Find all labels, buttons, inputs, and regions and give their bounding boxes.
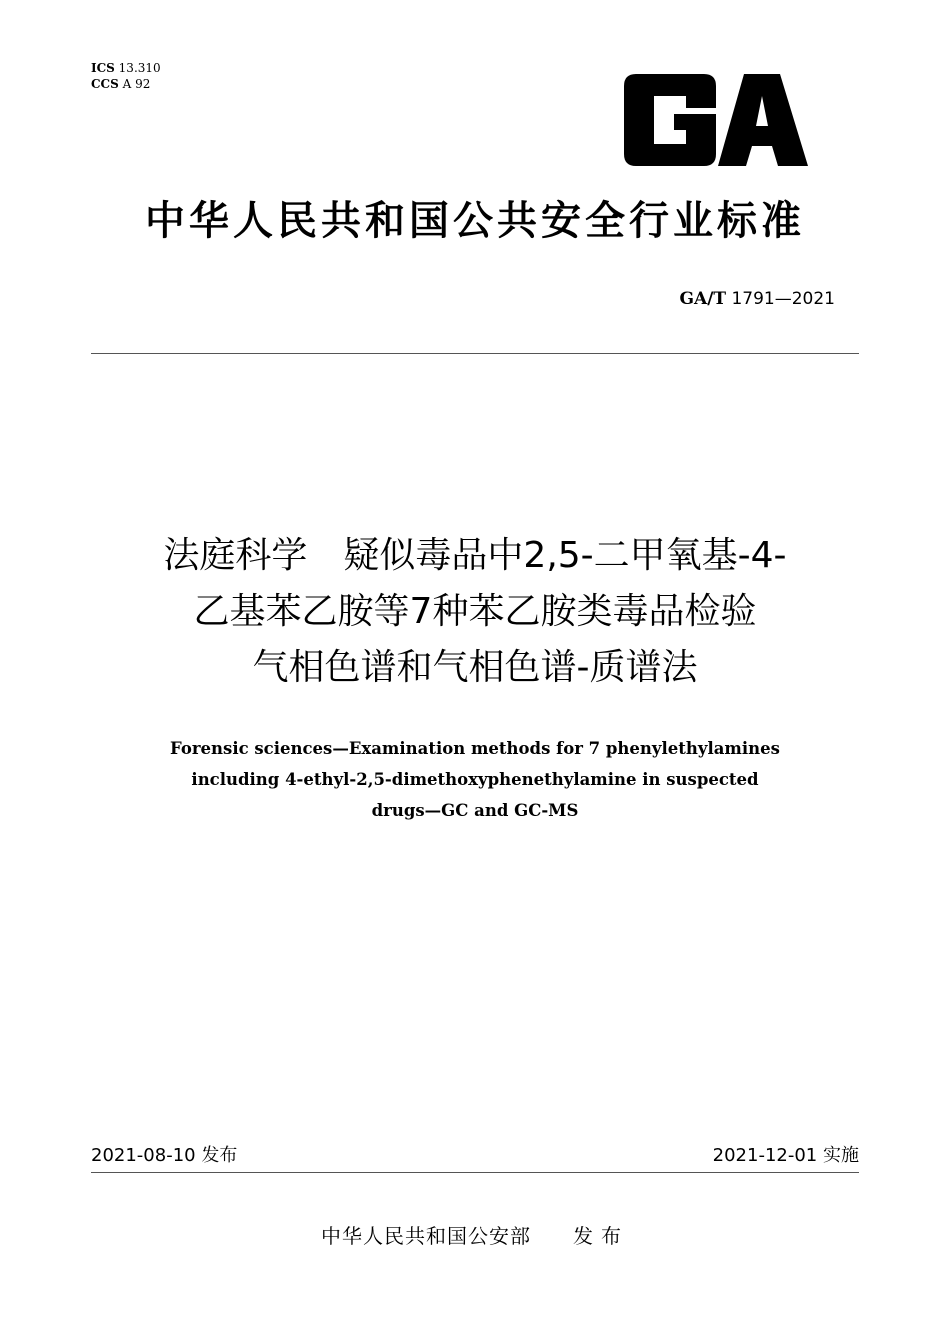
chinese-title-line: 气相色谱和气相色谱-质谱法: [252, 647, 698, 688]
ics-label: ICS: [91, 61, 115, 75]
classification-codes: [91, 60, 161, 92]
chinese-title: [60, 528, 890, 696]
implementation-date-label: 实施: [823, 1145, 859, 1166]
logo-letter-g: [624, 74, 716, 166]
english-title: [60, 733, 890, 826]
ics-code: [91, 60, 161, 76]
ga-logo-mark: [624, 74, 808, 166]
ccs-code: [91, 76, 161, 92]
ccs-value: A 92: [122, 77, 151, 91]
ga-logo: [624, 74, 808, 166]
issue-date-value: 2021-08-10: [91, 1145, 196, 1166]
publisher-action: 发布: [573, 1224, 629, 1248]
ccs-label: CCS: [91, 77, 119, 91]
english-title-line: Forensic sciences—Examination methods for 7 phenylethylamines: [170, 739, 780, 758]
implementation-date-value: 2021-12-01: [712, 1145, 818, 1166]
ics-value: 13.310: [118, 61, 161, 75]
chinese-title-line: 乙基苯乙胺等7种苯乙胺类毒品检验: [193, 591, 757, 632]
publisher: [0, 1222, 950, 1250]
standard-number-value: 1791—2021: [731, 289, 835, 309]
publisher-org: 中华人民共和国公安部: [321, 1224, 531, 1248]
bottom-divider: [91, 1172, 859, 1173]
standard-number-prefix: GA/T: [679, 289, 727, 309]
issue-date-label: 发布: [201, 1145, 238, 1166]
agency-title: 中华人民共和国公共安全行业标准: [145, 198, 805, 244]
logo-letter-a: [718, 74, 808, 166]
standard-number: [679, 288, 835, 310]
issue-date: [91, 1144, 237, 1168]
english-title-line: drugs—GC and GC-MS: [371, 801, 579, 820]
english-title-line: including 4-ethyl-2,5-dimethoxyphenethylamine in suspected: [191, 770, 759, 789]
implementation-date: [713, 1144, 859, 1168]
top-divider: [91, 353, 859, 354]
chinese-title-line: 法庭科学 疑似毒品中2,5-二甲氧基-4-: [163, 535, 787, 576]
